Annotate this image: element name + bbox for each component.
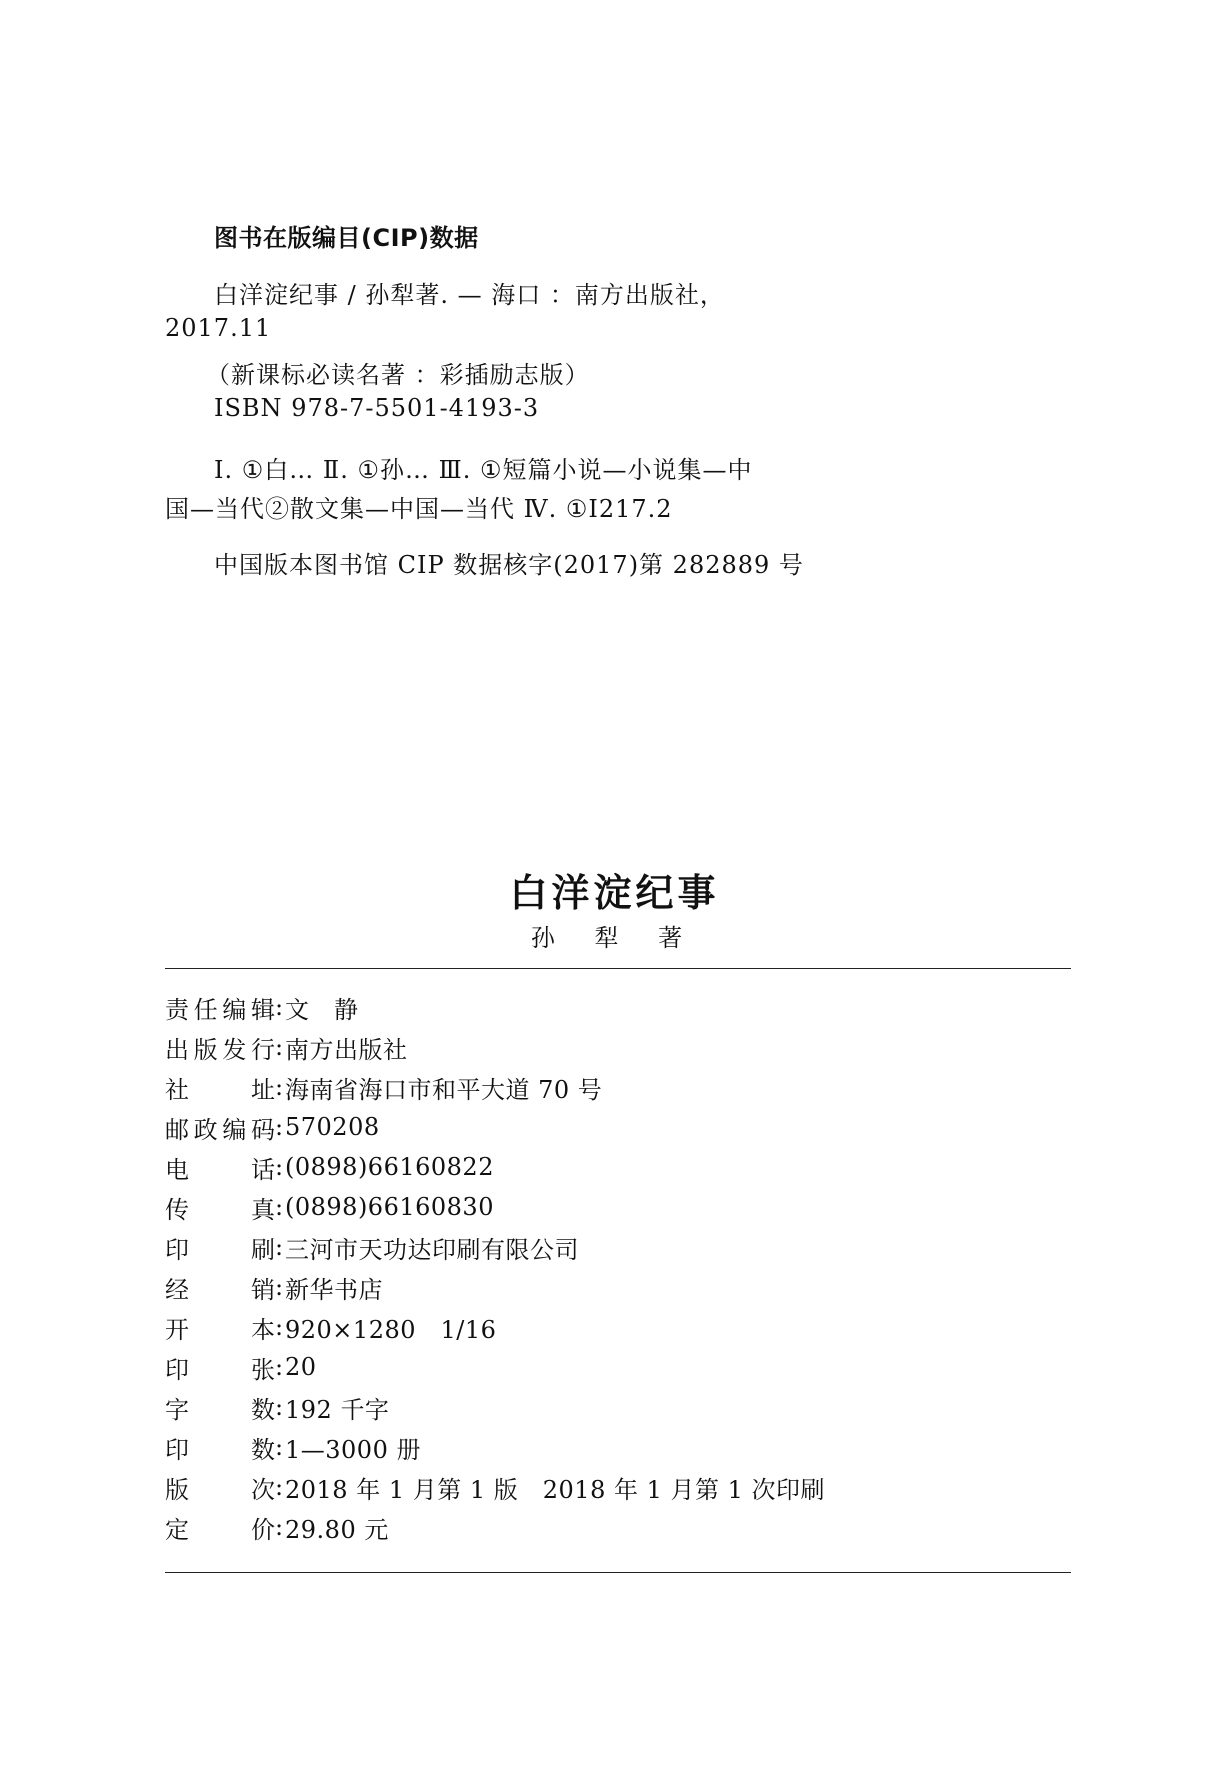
- colophon-label: 邮政编码: [165, 1115, 275, 1144]
- colophon-value: 29.80 元: [285, 1515, 389, 1544]
- colophon-row: 字数 : 192 千字: [165, 1392, 389, 1422]
- colophon-label: 经销: [165, 1275, 275, 1304]
- colophon-row: 电话 : (0898)66160822: [165, 1152, 494, 1182]
- colophon-value: 南方出版社: [285, 1035, 408, 1064]
- cip-line-5: Ⅰ. ①白… Ⅱ. ①孙… Ⅲ. ①短篇小说—小说集—中: [214, 456, 753, 484]
- colophon-row: 定价 : 29.80 元: [165, 1512, 389, 1542]
- colophon-label: 印刷: [165, 1235, 275, 1264]
- colophon-row: 责任编辑 : 文 静: [165, 992, 359, 1022]
- colophon-row: 传真 : (0898)66160830: [165, 1192, 494, 1222]
- colophon-label: 定价: [165, 1515, 275, 1544]
- cip-line-4: ISBN 978-7-5501-4193-3: [214, 394, 540, 422]
- colophon-row: 出版发行 : 南方出版社: [165, 1032, 408, 1062]
- cip-line-3: （新课标必读名著 ：彩插励志版）: [206, 361, 590, 389]
- colophon-value: (0898)66160822: [285, 1153, 494, 1181]
- colophon-value: 新华书店: [285, 1275, 383, 1304]
- book-title: 白洋淀纪事: [509, 871, 720, 915]
- colophon-value: 三河市天功达印刷有限公司: [285, 1235, 579, 1264]
- colophon-label: 传真: [165, 1195, 275, 1224]
- colophon-label: 印张: [165, 1355, 275, 1384]
- colophon-value: 570208: [285, 1113, 380, 1141]
- colophon-value: 1—3000 册: [285, 1435, 421, 1464]
- colophon-value: 文 静: [285, 995, 359, 1024]
- colophon-row: 印数 : 1—3000 册: [165, 1432, 421, 1462]
- book-author: 孙 犁 著: [530, 924, 699, 952]
- colophon-label: 责任编辑: [165, 995, 275, 1024]
- colophon-row: 版次 : 2018 年 1 月第 1 版 2018 年 1 月第 1 次印刷: [165, 1472, 825, 1502]
- top-rule: [165, 968, 1071, 969]
- colophon-value: (0898)66160830: [285, 1193, 494, 1221]
- bottom-rule: [165, 1572, 1071, 1573]
- colophon-row: 经销 : 新华书店: [165, 1272, 383, 1302]
- colophon-label: 印数: [165, 1435, 275, 1464]
- colophon-row: 邮政编码 : 570208: [165, 1112, 380, 1142]
- colophon-label: 出版发行: [165, 1035, 275, 1064]
- colophon-row: 印刷 : 三河市天功达印刷有限公司: [165, 1232, 579, 1262]
- colophon-row: 印张 : 20: [165, 1352, 317, 1382]
- colophon-value: 920×1280 1/16: [285, 1315, 497, 1344]
- colophon-value: 2018 年 1 月第 1 版 2018 年 1 月第 1 次印刷: [285, 1475, 826, 1504]
- colophon-row: 开本 : 920×1280 1/16: [165, 1312, 496, 1342]
- colophon-label: 电话: [165, 1155, 275, 1184]
- colophon-label: 字数: [165, 1395, 275, 1424]
- cip-title: 图书在版编目(CIP)数据: [214, 224, 479, 252]
- colophon-value: 海南省海口市和平大道 70 号: [285, 1075, 603, 1104]
- colophon-label: 社址: [165, 1075, 275, 1104]
- cip-line-6: 国—当代②散文集—中国—当代 Ⅳ. ①I217.2: [165, 495, 673, 523]
- colophon-value: 20: [285, 1353, 317, 1381]
- colophon-label: 版次: [165, 1475, 275, 1504]
- cip-line-1: 白洋淀纪事 / 孙犁著. — 海口 ：南方出版社，: [214, 281, 725, 309]
- colophon-row: 社址 : 海南省海口市和平大道 70 号: [165, 1072, 602, 1102]
- colophon-label: 开本: [165, 1315, 275, 1344]
- cip-line-2: 2017.11: [165, 314, 272, 342]
- cip-line-7: 中国版本图书馆 CIP 数据核字(2017)第 282889 号: [214, 551, 804, 579]
- colophon-value: 192 千字: [285, 1395, 390, 1424]
